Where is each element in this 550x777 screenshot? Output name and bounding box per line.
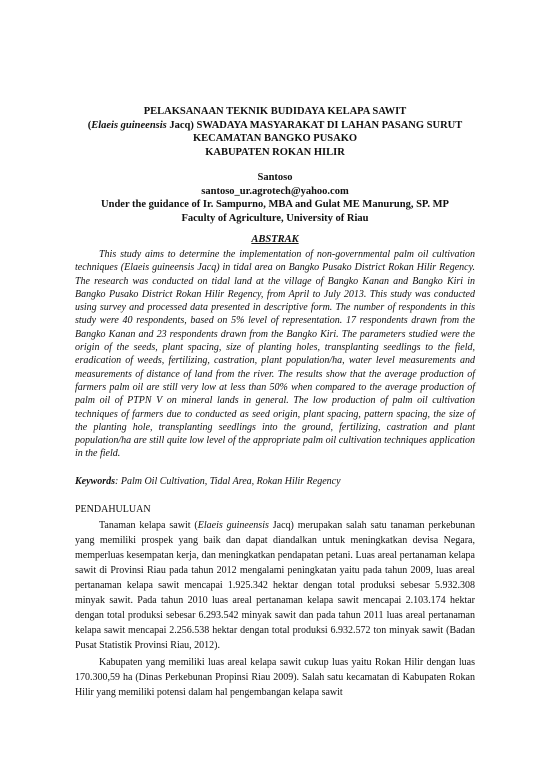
abstract-text: This study aims to determine the implementation of non-governmental palm oil cultivation techniques (Elaeis guineensis Jacq) in tidal area on Bangko Pusako District Rokan Hilir Regency. The research was conducted on tidal land at the village of Bangko Kanan and Bangko Kiri in Bangko Pusako District Rokan Hilir Regency, from April to July 2013. This study was conducted using survey and processed data presented in descriptive form. The number of respondents in this study were 40 respondents, based on 5% level of representation. 17 respondents drawn from the Bangko Kanan and 23 respondents drawn from the Bangko Kiri. The parameters studied were the origin of the seeds, plant spacing, size of planting holes, transplanting seedlings to the field, eradication of weeds, fertilizing, castration, plant population/ha, water level measurements and measurements of distance of land from the river. The results show that the average production of farmers palm oil are still very low at less than 50% when compared to the average production of palm oil of PTPN V on mineral lands in general. The low production of palm oil cultivation techniques of farmers due to conducted as seed origin, plant spacing, pattern spacing, the size of the planting hole, transplanting seedlings into the ground, fertilizing, castration and plant population/ha are still quite low level of the appropriate palm oil cultivation techniques application in the field.	[75, 249, 475, 460]
title-line-1: PELAKSANAAN TEKNIK BUDIDAYA KELAPA SAWIT	[143, 106, 407, 117]
intro-paragraph-1	[75, 518, 475, 653]
paper-title	[75, 105, 475, 159]
title-line-2-open: (	[87, 119, 92, 131]
intro-p1-species: Elaeis guineensis	[197, 519, 269, 531]
intro-p1-rest: Jacq) merupakan salah satu tanaman perkebunan yang memiliki prospek yang baik dan dapat diandalkan untuk meningkatkan devisa Negara, memperluas kesempatan kerja, dan meningkatkan pendapatan petani. Luas areal pertanaman kelapa sawit di Provinsi Riau pada tahun 2012 mengalami peningkatan yaitu pada tahun 2009, luas areal pertanaman kelapa sawit mencapai 1.925.342 hektar dengan total produksi sebesar 5.932.308 minyak sawit. Pada tahun 2010 luas areal pertanaman kelapa sawit mencapai 2.103.174 hektar dengan total produksi sebesar 6.293.542 minyak sawit dan pada tahun 2011 luas areal pertanaman kelapa sawit mencapai 2.256.538 hektar dengan total produksi 6.932.572 ton minyak sawit (Badan Pusat Statistik Provinsi Riau, 2012).	[75, 519, 475, 651]
title-line-3: KECAMATAN BANGKO PUSAKO	[192, 133, 358, 144]
intro-p1-start: Tanaman kelapa sawit (	[99, 519, 198, 531]
keywords-value: : Palm Oil Cultivation, Tidal Area, Rokan Hilir Regency	[115, 475, 341, 487]
author-name: Santoso	[257, 172, 293, 183]
keywords-label: Keywords	[75, 475, 115, 487]
author-block	[75, 171, 475, 225]
title-line-4: KABUPATEN ROKAN HILIR	[205, 146, 345, 158]
intro-paragraph-2: Kabupaten yang memiliki luas areal kelapa sawit cukup luas yaitu Rokan Hilir dengan luas 170.300,59 ha (Dinas Perkebunan Propinsi Riau 2009). Salah satu kecamatan di Kabupaten Rokan Hilir yang memiliki potensi dalam hal pengembangan kelapa sawit	[75, 656, 475, 698]
title-species-name: Elaeis guineensis	[91, 119, 167, 131]
abstract-heading: ABSTRAK	[251, 234, 299, 245]
title-line-2	[75, 119, 475, 133]
section-heading: PENDAHULUAN	[75, 503, 151, 515]
author-email: santoso_ur.agrotech@yahoo.com	[201, 185, 349, 197]
author-affiliation: Faculty of Agriculture, University of Riau	[181, 212, 369, 224]
title-line-2-rest: Jacq) SWADAYA MASYARAKAT DI LAHAN PASANG SURUT	[166, 119, 463, 131]
keywords-line	[75, 475, 475, 488]
author-guidance: Under the guidance of Ir. Sampurno, MBA and Gulat ME Manurung, SP. MP	[101, 199, 449, 210]
